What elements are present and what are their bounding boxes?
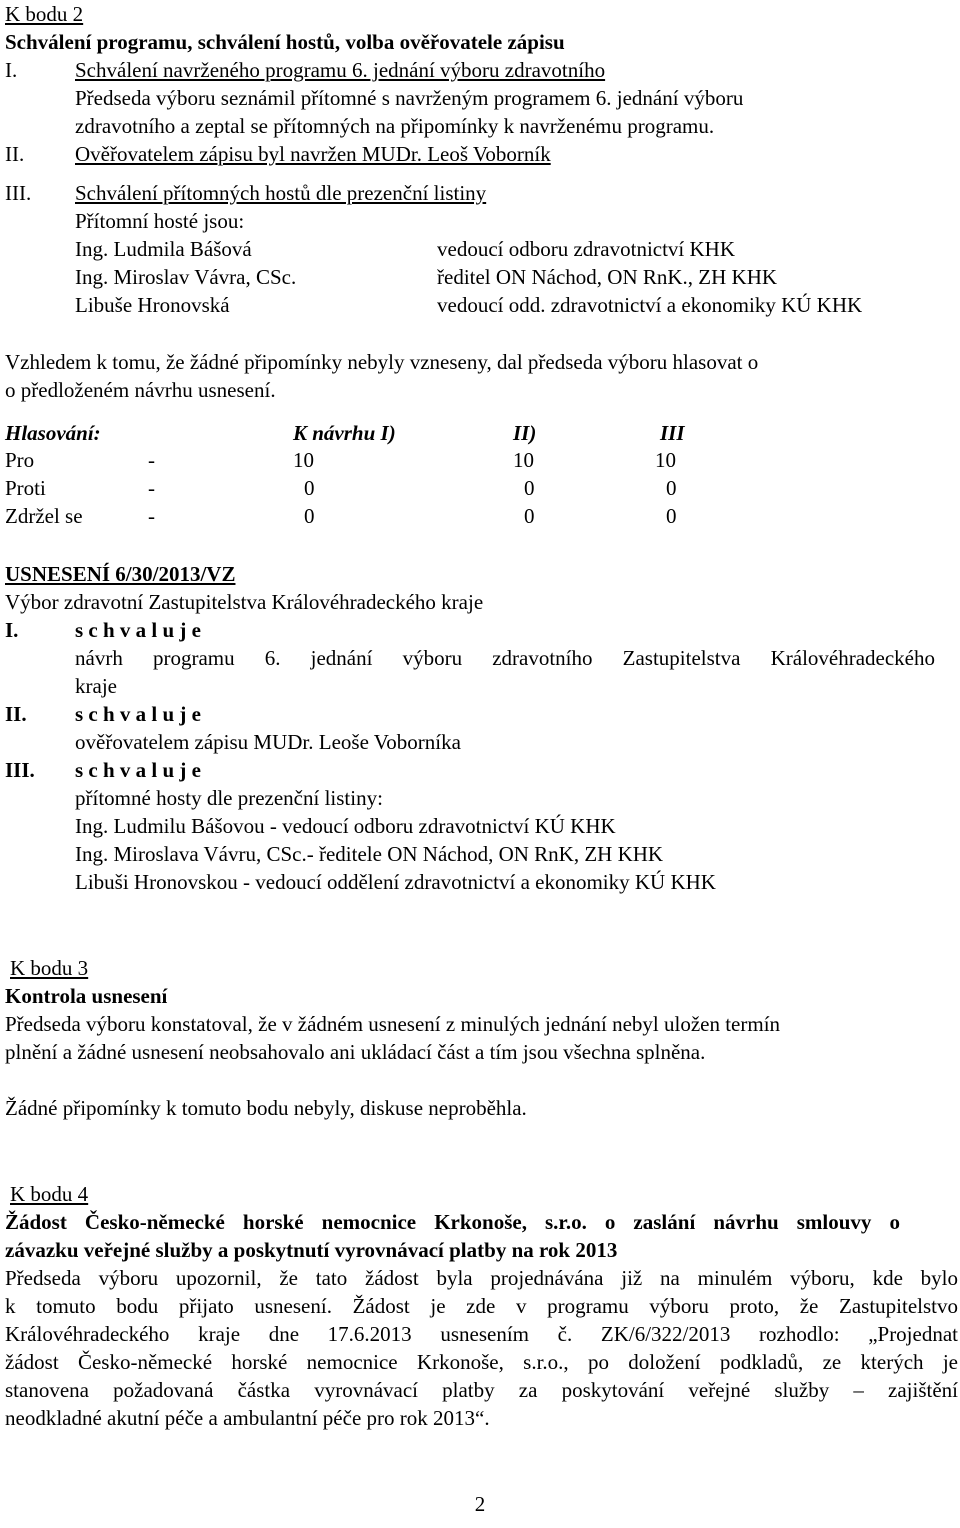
resolution-item-number-3: III.	[5, 758, 35, 782]
bod3-paragraph2: Žádné připomínky k tomuto bodu nebyly, diskuse neproběhla.	[5, 1096, 527, 1120]
bod4-paragraph-line1: Předseda výboru upozornil, že tato žádost byla projednávána již na minulém výboru, kde bylo	[5, 1266, 958, 1290]
guest-row	[75, 235, 935, 263]
voting-row	[5, 446, 725, 474]
voting-value: 10	[293, 448, 314, 472]
item2-text-content: Ověřovatelem zápisu byl navržen MUDr. Leoš Voborník	[75, 142, 551, 166]
section-title-bod2: Schválení programu, schválení hostů, volba ověřovatele zápisu	[5, 30, 565, 54]
voting-row-label: Zdržel se	[5, 504, 83, 528]
item1-line2: Předseda výboru seznámil přítomné s navrženým programem 6. jednání výboru	[75, 86, 744, 110]
resolution-item1-line1: návrh programu 6. jednání výboru zdravotního Zastupitelstva Královéhradeckého	[75, 646, 935, 670]
vote-intro-line2: o předloženém návrhu usnesení.	[5, 378, 276, 402]
resolution-item3-line2: Ing. Ludmilu Bášovou - vedoucí odboru zdravotnictví KÚ KHK	[75, 814, 616, 838]
voting-value: 0	[524, 476, 535, 500]
guest-name: Ing. Ludmila Bášová	[75, 237, 252, 261]
item-number-3: III.	[5, 181, 32, 205]
vote-intro-line1: Vzhledem k tomu, že žádné připomínky nebyly vzneseny, dal předseda výboru hlasovat o	[5, 350, 759, 374]
guest-name: Libuše Hronovská	[75, 293, 230, 317]
bod4-paragraph-line3: Královéhradeckého kraje dne 17.6.2013 usnesením č. ZK/6/322/2013 rozhodlo: „Projednat	[5, 1322, 958, 1346]
item-number-1: I.	[5, 58, 18, 82]
item1-title: Schválení navrženého programu 6. jednání výboru zdravotního	[75, 58, 606, 82]
section-title-bod4-line1: Žádost Česko-německé horské nemocnice Krkonoše, s.r.o. o zaslání návrhu smlouvy o	[5, 1210, 900, 1234]
resolution-item3-line3: Ing. Miroslava Vávru, CSc.- ředitele ON Náchod, ON RnK, ZH KHK	[75, 842, 664, 866]
item-number-2: II.	[5, 142, 25, 166]
bod4-paragraph-line2: k tomuto bodu přijato usnesení. Žádost je zde v programu výboru proto, že Zastupitelstvo	[5, 1294, 958, 1318]
section-heading-bod2: K bodu 2	[5, 2, 84, 26]
voting-value: 10	[513, 448, 534, 472]
voting-header-col3: III	[660, 421, 685, 445]
voting-row-label: Proti	[5, 476, 46, 500]
item1-line3: zdravotního a zeptal se přítomných na připomínky k navrženému programu.	[75, 114, 715, 138]
voting-header-col2: II)	[513, 421, 537, 445]
voting-value: 0	[524, 504, 535, 528]
section-heading-bod3: K bodu 3	[10, 956, 89, 980]
page-number: 2	[474, 1492, 486, 1516]
voting-value: 0	[666, 476, 677, 500]
resolution-item3-line4: Libuši Hronovskou - vedoucí oddělení zdravotnictví a ekonomiky KÚ KHK	[75, 870, 716, 894]
bod4-paragraph-line6: neodkladné akutní péče a ambulantní péče pro rok 2013“.	[5, 1406, 490, 1430]
voting-row-dash: -	[148, 448, 155, 472]
voting-row-label: Pro	[5, 448, 35, 472]
voting-value: 0	[666, 504, 677, 528]
bod3-paragraph1-line2: plnění a žádné usnesení neobsahovalo ani ukládací část a tím jsou všechna splněna.	[5, 1040, 706, 1064]
item2-text	[75, 140, 551, 168]
voting-row	[5, 502, 725, 530]
voting-header-col1: K návrhu I)	[293, 421, 396, 445]
guests-intro: Přítomní hosté jsou:	[75, 209, 245, 233]
resolution-verb-3: s c h v a l u j e	[75, 758, 201, 782]
voting-value: 10	[655, 448, 676, 472]
voting-header-label: Hlasování:	[5, 421, 101, 445]
voting-value: 0	[304, 476, 315, 500]
item3-title: Schválení přítomných hostů dle prezenční listiny	[75, 181, 487, 205]
resolution-item1-line2: kraje	[75, 674, 117, 698]
resolution-title: USNESENÍ 6/30/2013/VZ	[5, 562, 236, 586]
resolution-item2-line1: ověřovatelem zápisu MUDr. Leoše Voborníka	[75, 730, 461, 754]
voting-row-dash: -	[148, 504, 155, 528]
bod4-paragraph-line5: stanovena požadovaná částka vyrovnávací platby za poskytování veřejné služby – zajištění	[5, 1378, 958, 1402]
guest-row	[75, 291, 935, 319]
guest-name: Ing. Miroslav Vávra, CSc.	[75, 265, 297, 289]
guest-role: vedoucí odd. zdravotnictví a ekonomiky KÚ KHK	[437, 293, 863, 317]
resolution-item-number-1: I.	[5, 618, 19, 642]
resolution-body: Výbor zdravotní Zastupitelstva Královéhradeckého kraje	[5, 590, 484, 614]
section-title-bod3: Kontrola usnesení	[5, 984, 168, 1008]
section-heading-bod4: K bodu 4	[10, 1182, 89, 1206]
guest-role: ředitel ON Náchod, ON RnK., ZH KHK	[437, 265, 778, 289]
bod3-paragraph1-line1: Předseda výboru konstatoval, že v žádném usnesení z minulých jednání nebyl uložen termín	[5, 1012, 781, 1036]
bod4-paragraph-line4: žádost Česko-německé horské nemocnice Krkonoše, s.r.o., po doložení podkladů, ze kterých je	[5, 1350, 958, 1374]
resolution-item-number-2: II.	[5, 702, 27, 726]
voting-row	[5, 474, 725, 502]
voting-row-dash: -	[148, 476, 155, 500]
guest-row	[75, 263, 935, 291]
resolution-verb-1: s c h v a l u j e	[75, 618, 201, 642]
section-title-bod4-line2: závazku veřejné služby a poskytnutí vyrovnávací platby na rok 2013	[5, 1238, 618, 1262]
guest-role: vedoucí odboru zdravotnictví KHK	[437, 237, 736, 261]
voting-value: 0	[304, 504, 315, 528]
resolution-verb-2: s c h v a l u j e	[75, 702, 201, 726]
voting-header-row	[5, 419, 725, 447]
resolution-item3-line1: přítomné hosty dle prezenční listiny:	[75, 786, 383, 810]
